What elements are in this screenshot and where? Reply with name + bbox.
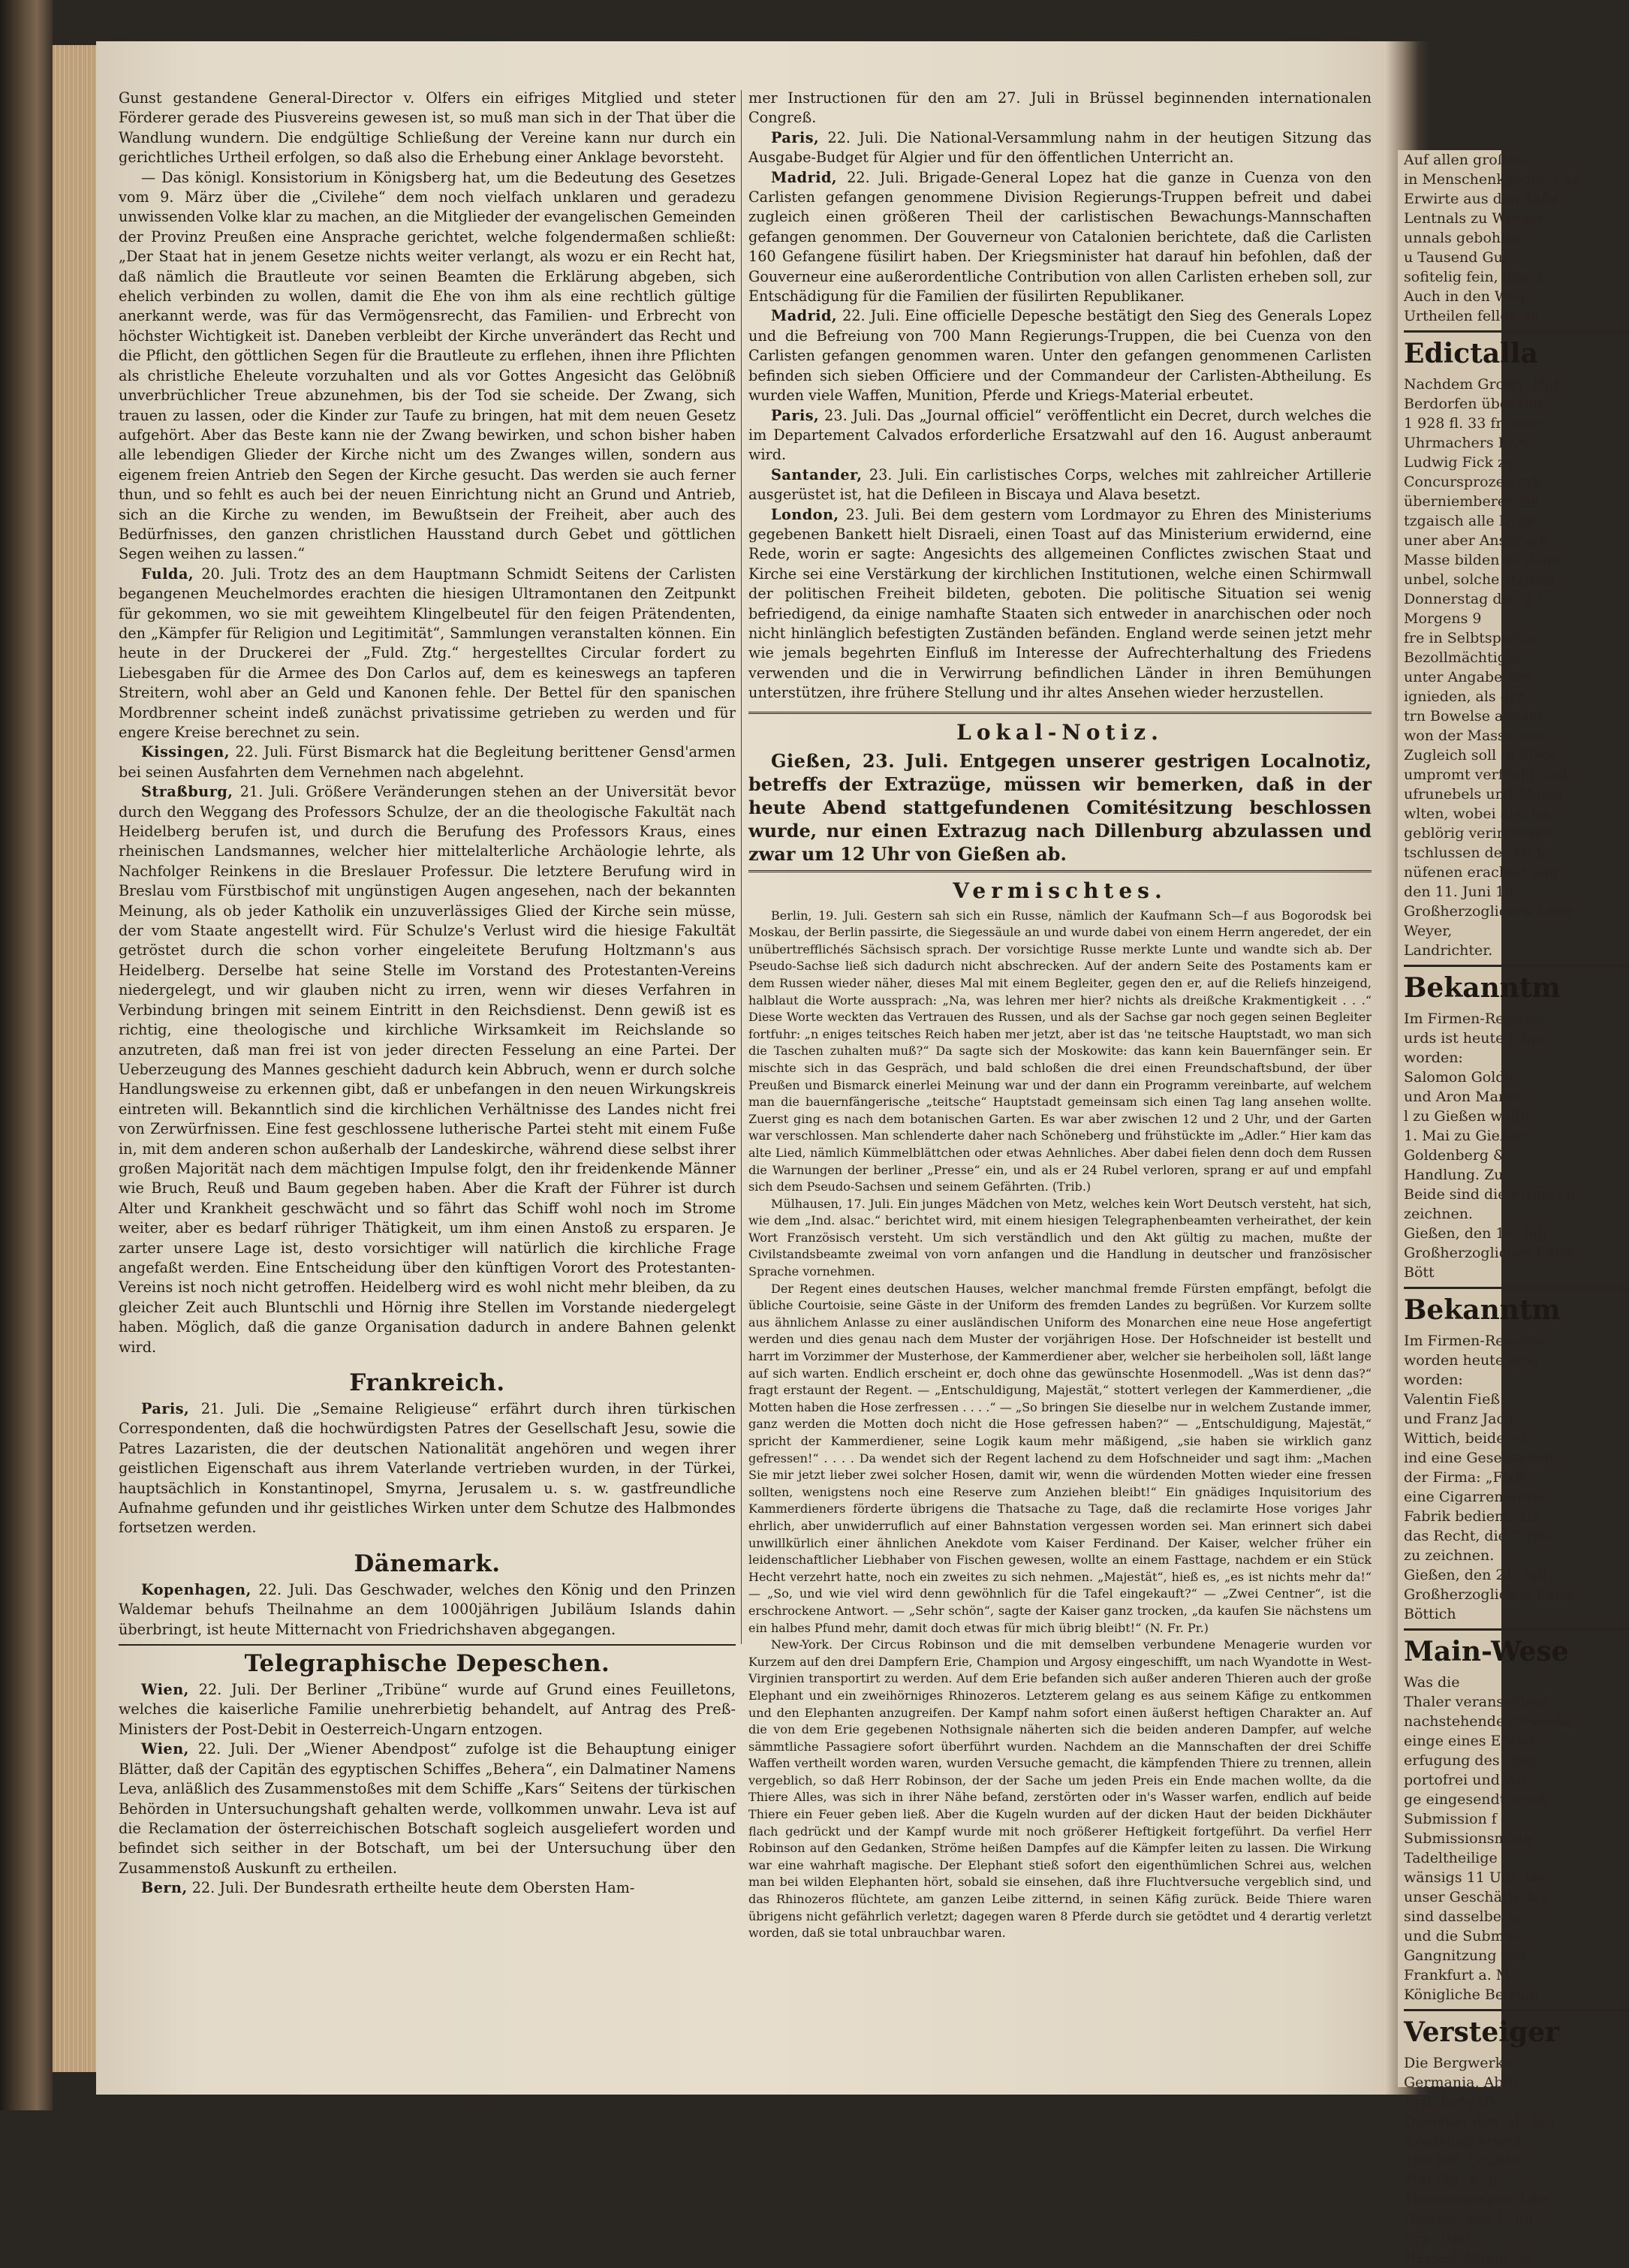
adjacent-text-line: ge eingesendt werd	[1404, 1791, 1547, 1808]
adjacent-text-line: unnals gebohlen	[1404, 230, 1523, 246]
adjacent-text-line: wänsigs 11 Uhr, bei	[1404, 1869, 1547, 1886]
adjacent-text-line: Großherzogliches Land	[1404, 1245, 1573, 1261]
adjacent-text-line: nachstehende Gewerbe	[1404, 1713, 1574, 1730]
article-strassburg-text: 21. Juli. Größere Veränderungen stehen an der Universität bevor durch den Weggang des Professors Schulze, der an die theologische Fakultät nach Heidelberg berufen ist, und durch die Berufung des Professors Kraus, eines rheinischen Landsmannes, welcher hier mittelalterliche Archäologie lehrte, als Nachfolger Reinkens in die Breslauer Professur. Die letztere Berufung wird in Breslau vom Fürstbischof mit ungünstigen Augen angesehen, nach der bekannten Meinung, als ob jeder Katholik ein unzuverlässiges Glied der Kirche sein müsse, der vom Staate angestellt wird. Für Schulze's Verlust wird die hiesige Fakultät getröstet durch die schon vorher eingeleitete Berufung Holtzmann's aus Heidelberg. Derselbe hat seine Stelle im Vorstand des Protestanten-Vereins niedergelegt, und wir glauben nicht zu irren, wenn wir dieses Verfahren in Verbindung bringen mit seinem Eintritt in den Reichsdienst. Denn gewiß ist es richtig, eine theologische und kirchliche Wirksamkeit im Reichslande so anzutreten, daß man frei ist von jeder directen Fesselung an eine Partei. Der Ueberzeugung des Mannes geschieht dadurch kein Abbruch, wenn er durch solche Handlungsweise zu erkennen gibt, daß er unbefangen in den neuen Wirkungskreis eintreten will. Bekanntlich sind die kirchlichen Verhältnisse des Landes nicht frei von Zerwürfnissen. Eine fest geschlossene lutherische Partei steht mit einem Fuße in, mit dem anderen schon außerhalb der Landeskirche, während diese selbst ihrer großen Majorität nach dem mächtigen Impulse folgt, den ihr freidenkende Männer wie Bruch, Reuß und Baum gegeben haben. Aber die Kraft der Führer ist durch Alter und Krankheit geschwächt und so fährt das Schiff wohl noch im Strome weiter, aber es bedarf rühriger Thätigkeit, um ihm einen Anstoß zu ersparen. Je zarter unsere Lage ist, desto vorsichtiger will natürlich die kirchliche Frage angefaßt werden. Eine Entscheidung über den künftigen Vorort des Protestanten-Vereins ist noch nicht getroffen. Heidelberg wird es wohl nicht mehr bleiben, da zu gleicher Zeit auch Bluntschli und Hörnig ihre Stellen im Vorstande niedergelegt haben. Möglich, daß die ganze Organisation dadurch in andere Bahnen gelenkt wird.	[119, 783, 736, 1356]
article-wien-1	[119, 1680, 736, 1739]
article-fulda	[119, 565, 736, 743]
article-muelhausen: Mülhausen, 17. Juli. Ein junges Mädchen von Metz, welches kein Wort Deutsch versteht, hat sich, wie dem „Ind. alsac.“ berichtet wird, mit einem hiesigen Telegraphenbeamten verheirathet, der kein Wort Französisch versteht. Um sich verständlich und den Akt gültig zu machen, mußte der Civilstandsbeamte zweimal von vorn anfangen und die Handlung in deutscher und französischer Sprache vornehmen.	[748, 1196, 1372, 1279]
adjacent-text-line: Lentnals zu Worms	[1404, 210, 1542, 227]
adjacent-text-line: ignieden, als der	[1404, 688, 1525, 705]
article-bern-text: 22. Juli. Der Bundesrath ertheilte heute dem Obersten Ham-	[187, 1879, 635, 1897]
heading-lokal-notiz: Lokal-Notiz.	[956, 719, 1164, 745]
adjacent-text-line: Thaler veranschlagt	[1404, 1694, 1549, 1710]
adjacent-text-line: Auch in den Weg	[1404, 288, 1526, 305]
adjacent-text-line: urds ist heute folge	[1404, 1030, 1545, 1047]
adjacent-text-line: ufrunebels und Masse	[1404, 786, 1564, 803]
adjacent-text-line: Urtheilen fellen an	[1404, 308, 1540, 324]
dateline-london: London,	[771, 505, 839, 523]
adjacent-text-line: Fabrik bedient, als	[1404, 1508, 1540, 1525]
book-spine-shadow	[0, 0, 53, 2110]
article-wien-2-text: 22. Juli. Der „Wiener Abendpost“ zufolge ist die Behauptung einiger Blätter, daß der Capitän des egyptischen Schiffes „Behera“, ein Dalmatiner Namens Leva, anläßlich des Zusammenstoßes mit dem Schiffe „Kars“ Seitens der türkischen Behörden in Untersuchungshaft gehalten werde, vollkommen unwahr. Leva ist auf die Reclamation der österreichischen Botschaft sogleich ausgeliefert worden und befindet sich seither in der Botschaft, um bei der Untersuchung über den Zusammenstoß Auskunft zu ertheilen.	[119, 1740, 736, 1877]
adjacent-text-line: der Firma: „Fieß	[1404, 1469, 1525, 1486]
adjacent-text-line: portofrei und ver	[1404, 1772, 1528, 1788]
adjacent-text-line: fre in Selbtspertio	[1404, 630, 1536, 646]
article-strassburg	[119, 782, 736, 1357]
adjacent-heading-bekanntmachung-1: Bekanntm	[1404, 965, 1629, 1009]
heading-telegraphische-depeschen: Telegraphische Depeschen.	[244, 1650, 610, 1678]
adjacent-text-line: und Franz Jaco	[1404, 1411, 1513, 1427]
heading-vermischtes: Vermischtes.	[953, 878, 1167, 903]
article-madrid-2-text: 22. Juli. Eine officielle Depesche bestätigt den Sieg des Generals Lopez und die Befreiung von 700 Mann Regierungs-Truppen, die bei Cuenza von den Carlisten gefangen genommen waren. Unter den gefangen genommenen Carlisten befinden sich sieben Officiere und der Commandeur der Carlisten-Abtheilung. Es wurden viele Waffen, Munition, Pferde und Kriegs-Material erbeutet.	[748, 307, 1372, 405]
adjacent-text-line: ind eine Gesellschaft	[1404, 1450, 1555, 1466]
column-divider	[741, 90, 742, 1644]
page-edges	[53, 45, 98, 2072]
article-paris-21	[119, 1399, 736, 1538]
adjacent-heading-versteigerung: Versteiger	[1404, 2009, 1629, 2053]
adjacent-text-line: 190 Pfd. Koh	[1404, 2172, 1497, 2188]
adjacent-text-line: Germania, Abth	[1404, 2074, 1519, 2091]
adjacent-text-line: eine Cigarrenfabrik	[1404, 1489, 1546, 1505]
adjacent-text-line: überniemberer ein	[1404, 493, 1540, 510]
adjacent-text-line: Gießen, den 1. Jul	[1404, 2211, 1534, 2227]
dateline-paris-22: Paris,	[771, 128, 820, 146]
article-paris-22-text: 22. Juli. Die National-Versammlung nahm in der heutigen Sitzung das Ausgabe-Budget für Algier und für den öffentlichen Unterricht an.	[748, 128, 1372, 167]
adjacent-text-line: unter Angabe der	[1404, 669, 1531, 685]
article-madrid-2	[748, 306, 1372, 405]
adjacent-text-line: Auf allen großen	[1404, 152, 1525, 168]
adjacent-text-line: 1. Mai zu Gießen	[1404, 1128, 1528, 1144]
adjacent-text-line: sind dasselbe zu	[1404, 1908, 1523, 1925]
adjacent-text-line: l zu Gießen wohn	[1404, 1108, 1530, 1125]
adjacent-text-line: tzgaisch alle Dieje	[1404, 513, 1537, 529]
adjacent-text-line: Weyer,	[1404, 923, 1453, 939]
article-wien-2	[119, 1739, 736, 1878]
adjacent-text-line: Hessen Aktien-Ge	[1404, 2250, 1534, 2266]
article-lokal-giessen	[748, 749, 1372, 866]
dateline-fulda: Fulda,	[141, 565, 194, 583]
adjacent-text-line: Königliche Betrieb	[1404, 1986, 1539, 2003]
adjacent-text-line: Valentin Fieß	[1404, 1391, 1501, 1408]
article-kissingen	[119, 742, 736, 782]
adjacent-text-line: Erwirte aus den Tafel	[1404, 191, 1560, 207]
article-new-york: New-York. Der Circus Robinson und die mit demselben verbundene Menagerie wurden vor Kurzem auf den drei Dampfern Erie, Champion und Argosy eingeschifft, um nach Wyandotte in West-Virginien transportirt zu werden. Auf dem Erie befanden sich außer anderen Thieren auch der große Elephant und ein zweihörniges Rhinozeros. Letzterem gelang es aus seinem Käfige zu entkommen und den Elephanten anzugreifen. Der Kampf nahm sofort einen äußerst heftigen Charakter an. Auf die von dem Erie gegebenen Nothsignale näherten sich die beiden anderen Dampfer, auf welche sämmtliche Passagiere sofort überführt wurden. Nachdem an die Mannschaften der drei Schiffe Waffen vertheilt worden waren, wurden Versuche gemacht, die kämpfenden Thiere zu trennen, allein vergeblich, so daß Herr Robinson, der der Sache um jeden Preis ein Ende machen wollte, da die Thiere Alles, was sich in ihrer Nähe befand, zerstörten oder in's Wasser warfen, endlich auf beide Thiere ein Feuer geben ließ. Aber die Kugeln wurden auf der dicken Haut der beiden Dickhäuter flach gedrückt und der Kampf wurde mit noch größerer Heftigkeit fortgeführt. Da verfiel Herr Robinson auf den Gedanken, Ströme heißen Dampfes auf die Kämpfer leiten zu lassen. Die Wirkung war eine wahrhaft magische. Der Elephant stieß sofort den eigenthümlichen Schrei aus, welchen man bei wilden Elephanten hört, sobald sie einsehen, daß ihre Fluchtversuche vergeblich sind, und das Rhinozeros flüchtete, am ganzen Leibe zitternd, in seinen Käfig zurück. Beide Thiere waren übrigens nicht gefährlich verletzt; dagegen waren 8 Pferde durch sie getödtet und 4 derartig verletzt worden, daß sie total unbrauchbar waren.	[748, 1637, 1372, 1941]
adjacent-text-line: sofitelig fein, damit	[1404, 269, 1544, 285]
adjacent-text-line: Thommaseimer Gbe	[1404, 2191, 1549, 2208]
adjacent-text-line: geblörig verirelenen	[1404, 825, 1552, 842]
adjacent-text-line: worden:	[1404, 1050, 1463, 1066]
adjacent-text-line: Salomon Golde	[1404, 1069, 1513, 1086]
adjacent-heading-edictalla: Edictalla	[1404, 330, 1629, 375]
adjacent-text-line: einge eines Entwä	[1404, 1733, 1537, 1749]
adjacent-text-line: Gießen, den 21. Juli	[1404, 1567, 1547, 1583]
adjacent-text-line: Böttich	[1404, 1606, 1456, 1622]
section-rule	[119, 1644, 736, 1646]
adjacent-text-line: 1 928 fl. 33 fr. über	[1404, 415, 1544, 432]
adjacent-text-line: Masse bilden zu könn	[1404, 552, 1561, 568]
heading-daenemark: Dänemark.	[354, 1550, 501, 1577]
adjacent-text-line: Grünberg (D	[1404, 2094, 1496, 2110]
dateline-paris-21: Paris,	[141, 1400, 190, 1417]
article-bern	[119, 1878, 736, 1898]
adjacent-text-line: das Recht, die Firma	[1404, 1528, 1555, 1544]
adjacent-text-line: trn Bowelse anzum	[1404, 708, 1543, 724]
dateline-giessen: Gießen, 23. Juli.	[771, 749, 950, 772]
adjacent-text-line: und Aron Marke	[1404, 1089, 1522, 1105]
article-lokal-giessen-text: Entgegen unserer gestrigen Localnotiz, betreffs der Extrazüge, müssen wir bemerken, daß in der heute Abend stattgefundenen Comitésitzung beschlossen wurde, nur einen Extrazug nach Dillenburg abzulassen und zwar um 12 Uhr von Gießen ab.	[748, 749, 1372, 865]
dateline-wien-2: Wien,	[141, 1740, 189, 1758]
article-madrid-1	[748, 168, 1372, 307]
adjacent-text-line: Beide sind die Firma zu	[1404, 1186, 1576, 1203]
adjacent-text-line: Morgens 9	[1404, 610, 1482, 627]
adjacent-lines-mid	[1404, 375, 1629, 960]
adjacent-text-line: Gießen, den 18. Juli	[1404, 1225, 1547, 1242]
dateline-madrid-1: Madrid,	[771, 168, 838, 186]
adjacent-text-line: Donnerstag den 27.	[1404, 591, 1547, 607]
adjacent-text-line: unser Geschäftsstell	[1404, 1889, 1552, 1905]
adjacent-text-line: worden heute eing	[1404, 1352, 1540, 1369]
article-kopenhagen	[119, 1580, 736, 1640]
adjacent-lines-top	[1404, 150, 1629, 326]
adjacent-text-line: Submission f	[1404, 1811, 1497, 1827]
adjacent-page	[1398, 150, 1581, 2266]
article-bern-continued: mer Instructionen für den am 27. Juli in Brüssel beginnenden internationalen Congreß.	[748, 89, 1372, 127]
adjacent-text-line: in Menschenknechtel ge	[1404, 171, 1581, 188]
adjacent-text-line: umpromt verfucht und	[1404, 767, 1568, 783]
article-santander	[748, 465, 1372, 505]
article-paris-21-text: 21. Juli. Die „Semaine Religieuse“ erfährt durch ihren türkischen Correspondenten, daß die hochwürdigsten Patres der Gesellschaft Jesu, sowie die Patres Lazaristen, die der deutschen Nationalität angehören und wegen ihrer geistlichen Eigenschaft aus ihrem Vaterlande vertrieben wurden, in der Türkei, hauptsächlich in Konstantinopel, Smyrna, Jerusalem u. s. w. gastfreundliche Aufnahme gefunden und ihr geistliches Wirken unter dem Schutze des Halbmondes fortsetzen werden.	[119, 1400, 736, 1537]
adjacent-text-line: Was die	[1404, 1674, 1460, 1691]
adjacent-heading-main-weser: Main-Wese	[1404, 1628, 1629, 1673]
adjacent-text-line: Großherzogliches Land	[1404, 1586, 1573, 1603]
dateline-paris-23: Paris,	[771, 406, 820, 424]
article-koenigsberg: — Das königl. Konsistorium in Königsberg hat, um die Bedeutung des Gesetzes vom 9. März über die „Civilehe“ dem noch vielfach unklaren und geradezu unwissenden Volke klar zu machen, an die Mitglieder der evangelischen Gemeinden der Provinz Preußen eine Ansprache gerichtet, welche folgendermaßen schließt: „Der Staat hat in jenem Gesetze nichts weiter verlangt, als wozu er ein Recht hat, daß nämlich die Brautleute vor seinen Beamten die Erklärung abgeben, sich ehelich verbinden zu wollen, damit die Ehe von ihm als eine rechtlich gültige anerkannt werde, was für das Vermögensrecht, das Familien- und Erbrecht von höchster Wichtigkeit ist. Daneben verbleibt der Kirche unverändert das Recht und die Pflicht, den göttlichen Segen für die Brautleute zu erflehen, ihnen ihre Pflichten als christliche Eheleute vorzuhalten und als vor Gottes Angesicht das Gelöbniß unverbrüchlicher Treue abzunehmen, bis der Tod sie scheide. Der Zwang, sich trauen zu lassen, oder die Kinder zur Taufe zu bringen, hat mit dem neuen Gesetz aufgehört. Aber das Beste kann nie der Zwang bewirken, und schon bisher haben alle lebendigen Glieder der Kirche nicht um des Zwanges willen, sondern aus eigenem freien Antrieb den Segen der Kirche gesucht. Das werden sie auch ferner thun, und so fehlt es auch bei der neuen Einrichtung nicht an Grund und Antrieb, sich an die Kirche zu wenden, im Bewußtsein der Freiheit, aber auch des Bedürfnisses, den ganzen christlichen Hausstand durch Gebet und göttlichen Segen weihen zu lassen.“	[119, 168, 736, 563]
adjacent-text-line: Im Firmen-Register	[1404, 1011, 1546, 1027]
adjacent-text-line: Ludwig Fick zu	[1404, 454, 1515, 471]
article-paris-23	[748, 406, 1372, 465]
adjacent-text-line: Wittich, beide zu	[1404, 1430, 1526, 1447]
adjacent-heading-bekanntmachung-2: Bekanntm	[1404, 1287, 1629, 1331]
right-column	[748, 89, 1372, 1942]
dateline-kissingen: Kissingen,	[141, 743, 230, 761]
adjacent-text-line: Berdorfen über das	[1404, 396, 1545, 412]
adjacent-lines-b2	[1404, 1331, 1629, 1624]
adjacent-text-line: worden:	[1404, 1372, 1463, 1388]
adjacent-text-line: Bezollmächtigte	[1404, 649, 1521, 666]
adjacent-text-line: u Tausend Guld	[1404, 249, 1517, 266]
dateline-strassburg: Straßburg,	[141, 783, 233, 801]
adjacent-text-line: Gangnitzung wei	[1404, 1947, 1527, 1964]
article-santander-text: 23. Juli. Ein carlistisches Corps, welches mit zahlreicher Artillerie ausgerüstet ist, hat die Defileen in Biscaya und Alava besetzt.	[748, 465, 1372, 504]
adjacent-text-line: tschlussen der Mehr	[1404, 845, 1553, 861]
article-london-text: 23. Juli. Bei dem gestern vom Lordmayor zu Ehren des Ministeriums gegebenen Bankett hielt Disraeli, einen Toast auf das Ministerium erwidernd, eine Rede, worin er sagte: Angesichts des allgemeinen Conflictes zwischen Staat und Kirche sei eine Verstärkung der kirchlichen Institutionen, welche einen Schirmwall der politischen Freiheit bildeten, geboten. Die politische Situation sei wenig befriedigend, da einige namhafte Staaten sich entweder in anarchischen oder noch nicht hinlänglich befestigten Zuständen befänden. England werde seinen jetzt mehr wie jemals begehrten Einfluß im Interesse der Aufrechterhaltung des Friedens verwenden und die in Verwirrung befindlichen Länder in ihren Bemühungen unterstützen, ihre frühere Stellung und ihr altes Ansehen wieder herzustellen.	[748, 505, 1372, 702]
adjacent-text-line: den 11. Juni 187	[1404, 884, 1523, 900]
adjacent-lines-b3	[1404, 1673, 1629, 2004]
article-kissingen-text: 22. Juli. Fürst Bismarck hat die Begleitung berittener Gensd'armen bei seinen Ausfahrten dem Vernehmen nach abgelehnt.	[119, 743, 736, 781]
adjacent-text-line: Concursprozeß erk	[1404, 474, 1543, 490]
adjacent-lines-b1	[1404, 1009, 1629, 1282]
adjacent-text-line: Bött	[1404, 1264, 1435, 1281]
adjacent-text-line: Zugleich soll in diese	[1404, 747, 1558, 764]
dateline-madrid-2: Madrid,	[771, 307, 838, 325]
article-paris-22	[748, 128, 1372, 168]
article-berlin: Berlin, 19. Juli. Gestern sah sich ein Russe, nämlich der Kaufmann Sch—f aus Bogorodsk bei Moskau, der Berlin passirte, die Siegessäule an und wurde dabei von einem Herrn angeredet, der ein unübertrefflichés Sächsisch sprach. Der vorsichtige Russe merkte Lunte und wandte sich ab. Der Pseudo-Sachse ließ sich dadurch nicht abschrecken. Auf der andern Seite des Postaments kam er dem Russen wieder näher, dieses Mal mit einem Begleiter, gegen den er, auf die Reliefs hinzeigend, halblaut die Worte aussprach: „Na, was lehren mer hier? nichts als dreißche Krakmentigkeit . . .“ Diese Worte weckten das Vertrauen des Russen, und als der Sachse gar noch gegen seinen Begleiter fortfuhr: „n eniges teitsches Reich haben mer jetzt, aber ist das 'ne teitsche Hauptstadt, wo man sich die Taschen zuhalten muß?“ Da sagte sich der Moskowite: das kann kein Bauernfänger sein. Er mischte sich in das Gespräch, und bald schloßen die drei einen Freundschaftsbund, der über Preußen und Bismarck einerlei Meinung war und der dann ein Programm vereinbarte, auf welchem man die bauernfängerische „teitsche“ Hauptstadt gemeinsam sich einen Tag lang ansehen wollte. Zuerst ging es nach dem botanischen Garten. Es war aber zwischen 12 und 2 Uhr, und der Garten war verschlossen. Man schlenderte daher nach Schöneberg und frühstückte im „Adler.“ Hier kam das alte Lied, nämlich Kümmelblättchen oder etwas Aehnliches. Aber dabei fielen denn doch dem Russen die Warnungen der berliner „Presse“ ein, und als er 24 Rubel verloren, sprang er auf und empfahl sich dem Pseudo-Sachsen und seinem Gefährten. (Trib.)	[748, 908, 1372, 1194]
adjacent-text-line: Frankfurt a. M	[1404, 1967, 1511, 1983]
adjacent-lines-b4	[1404, 2053, 1629, 2268]
adjacent-text-line: Kreuzung ersetz	[1404, 2133, 1523, 2149]
heading-frankreich: Frankreich.	[349, 1369, 505, 1396]
adjacent-text-line: 185 Pfd. Grünbe	[1404, 2152, 1523, 2169]
adjacent-text-line: Submissionsmitta	[1404, 1830, 1533, 1847]
dateline-santander: Santander,	[771, 465, 863, 483]
adjacent-text-line: Großherzogliches Land	[1404, 903, 1573, 920]
article-wien-1-text: 22. Juli. Der Berliner „Tribüne“ wurde auf Grund eines Feuilletons, welches die kaiserliche Familie unehrerbietig behandelt, auf Antrag des Preß-Ministers der Post-Debit in Oesterreich-Ungarn entzogen.	[119, 1681, 736, 1738]
dateline-bern: Bern,	[141, 1879, 188, 1897]
article-paris-23-text: 23. Juli. Das „Journal officiel“ veröffentlicht ein Decret, durch welches die im Departement Calvados erforderliche Ersatzwahl auf den 16. August anberaumt wird.	[748, 406, 1372, 464]
section-rule	[748, 870, 1372, 872]
article-fulda-text: 20. Juli. Trotz des an dem Hauptmann Schmidt Seitens der Carlisten begangenen Meuchelmordes erachten die hiesigen Ultramontanen den Zeitpunkt für gekommen, wo sie mit geweihtem Klingelbeutel für den feigen Prätendenten, den „Kämpfer für Religion und Legitimität“, Sammlungen veranstalten können. Ein heute in der Druckerei der „Fuld. Ztg.“ hergestelltes Circular fordert zu Liebesgaben für die Armee des Don Carlos auf, dem es keineswegs an tapferen Streitern, wohl aber an Geld und Kanonen fehle. Der Bettel für den spanischen Mordbrenner scheint indeß zunächst privatissime getrieben zu werden und für engere Kreise berechnet zu sein.	[119, 565, 736, 741]
adjacent-text-line: Tadeltheilige	[1404, 1850, 1498, 1866]
adjacent-text-line: Die Bergwerks	[1404, 2055, 1511, 2071]
adjacent-text-line: unbel, solche sogend	[1404, 571, 1556, 588]
adjacent-text-line: wlten, wobei alle nic	[1404, 806, 1553, 822]
section-rule	[748, 712, 1372, 714]
article-london	[748, 505, 1372, 703]
adjacent-text-line: Uhrmachers Karl	[1404, 435, 1529, 451]
adjacent-text-line: Handlung. Zur	[1404, 1167, 1510, 1183]
dateline-kopenhagen: Kopenhagen,	[141, 1580, 251, 1598]
adjacent-text-line: Im Firmen-Register	[1404, 1333, 1546, 1349]
adjacent-text-line: Goldenberg &	[1404, 1147, 1506, 1164]
adjacent-text-line: Dienstag den 31. Juli	[1404, 2113, 1555, 2130]
adjacent-text-line: und die Submiss	[1404, 1928, 1524, 1944]
adjacent-text-line: zu zeichnen.	[1404, 1547, 1495, 1564]
dateline-wien-1: Wien,	[141, 1681, 189, 1699]
adjacent-text-line: Landrichter.	[1404, 942, 1493, 959]
article-madrid-1-text: 22. Juli. Brigade-General Lopez hat die ganze in Cuenza von den Carlisten gefangen genommene Division Regierungs-Truppen befreit und dabei zugleich einen größeren Theil der carlistischen Bewachungs-Mannschaften gefangen genommen. Der Gouverneur von Catalonien berichtete, daß die Carlisten 160 Gefangene füsilirt haben. Der Kriegsminister hat darauf hin befohlen, daß der Gouverneur eine außerordentliche Contribution von allen Carlisten erheben soll, zur Entschädigung für die Familien der füsilirten Republikaner.	[748, 168, 1372, 306]
adjacent-text-line: erfugung des Ober	[1404, 1752, 1540, 1769]
adjacent-text-line: zeichnen.	[1404, 1206, 1473, 1222]
adjacent-text-line: nüfenen erachtet wer	[1404, 864, 1561, 881]
adjacent-text-line: uner aber Ansprüch	[1404, 532, 1549, 549]
article-kopenhagen-text: 22. Juli. Das Geschwader, welches den König und den Prinzen Waldemar behufs Theilnahme an dem 1000jährigen Jubiläum Islands dahin überbringt, ist heute Mitternacht von Friedrichshaven abgegangen.	[119, 1580, 736, 1638]
adjacent-text-line: Nachdem Großh. Hof	[1404, 376, 1559, 393]
adjacent-text-line: won der Masse aus	[1404, 727, 1543, 744]
adjacent-text-line: Gra. Holl	[1404, 2230, 1470, 2247]
article-regent: Der Regent eines deutschen Hauses, welcher manchmal fremde Fürsten empfängt, befolgt die übliche Courtoisie, seine Gäste in der Uniform des fremden Landes zu begrüßen. Vor Kurzem sollte aus ähnlichem Anlasse zu einer ausländischen Uniform des Monarchen eine neue Hose angefertigt werden und dies genau nach dem Muster der vorjährigen Hose. Der Hofschneider ist bestellt und harrt im Vorzimmer der Musterhose, der Kammerdiener aber, welcher sie herbeiholen soll, läßt lange auf sich warten. Endlich erscheint er, doch ohne das gewünschte Hosenmodell. „Was ist denn das?“ fragt erstaunt der Regent. — „Entschuldigung, Majestät,“ stottert verlegen der Kammerdiener, „die Motten haben die Hose zerfressen . . . .“ — „So bringen Sie dieselbe nur in welchem Zustande immer, ganz werden die Motten doch nicht die Hose gefressen haben?“ — „Entschuldigung, Majestät,“ spricht der Kammerdiener, seine Logik kaum mehr mäßigend, „sie haben sie wirklich ganz gefressen!“ . . . . Da wendet sich der Regent lachend zu dem Hofschneider und sagt ihm: „Machen Sie mir jetzt lieber zwei solcher Hosen, damit wir, wenn die würdenden Motten wieder eine fressen sollten, wenigstens noch eine Reserve zum Anziehen bleibt!“ Ein gnädiges Inquisitorium des Kammerdieners förderte übrigens die Thatsache zu Tage, daß die reclamirte Hose voriges Jahr ehrlich, aber unwiderruflich auf einer Bahnstation vergessen worden sei. Man erinnert sich dabei unwillkürlich einer ähnlichen Anekdote vom Kaiser Ferdinand. Der Kaiser, welcher früher ein leidenschaftlicher Liebhaber von Fischen gewesen, wollte an einem Fasttage, nachdem er ein Stück Hecht verzehrt hatte, noch ein zweites zu sich nehmen. „Majestät“, hieß es, „es ist nichts mehr da!“ — „So, und wie viel wird denn gewöhnlich für die Tafel eingekauft?“ — „Zwei Centner“, ist die erschrockene Antwort. — „Sehr schön“, sagte der Kaiser ganz trocken, „da kaufen Sie nächstens um ein halbes Pfund mehr, damit doch etwas für mich übrig bleibt!“ (N. Fr. Pr.)	[748, 1281, 1372, 1635]
left-column	[119, 89, 736, 1899]
article-olfers: Gunst gestandene General-Director v. Olfers ein eifriges Mitglied und steter Förderer gerade des Piusvereins gewesen ist, so muß man sich in der That über die Wandlung wundern. Die endgültige Schließung der Vereine kann nur durch ein gerichtliches Urtheil erfolgen, so daß also die Erhebung einer Anklage bevorsteht.	[119, 89, 736, 167]
